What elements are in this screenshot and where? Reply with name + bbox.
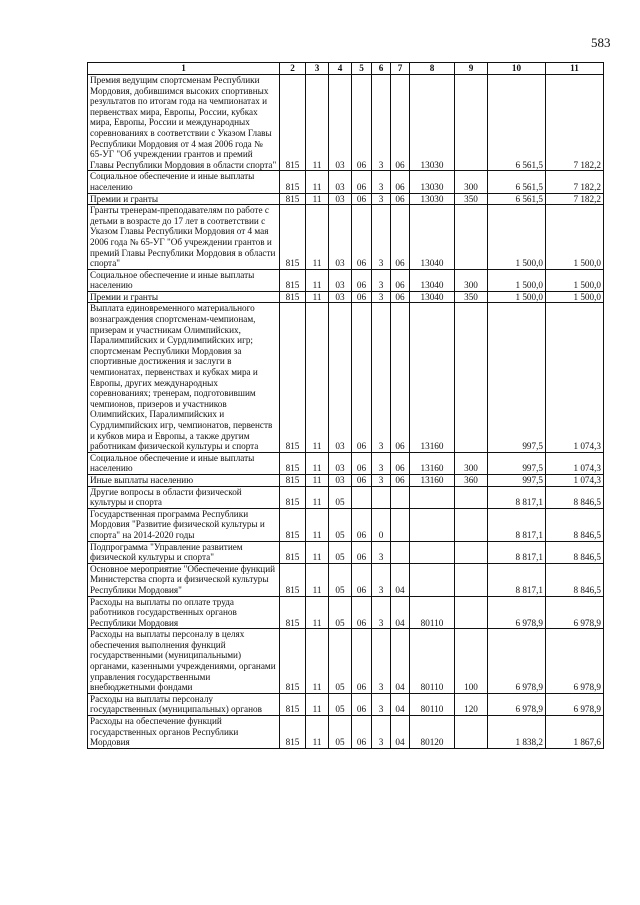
col-10-amount: 1 500,0 (488, 291, 546, 303)
col-3-code: 11 (306, 486, 329, 508)
col-6-code (372, 486, 391, 508)
col-8-code: 13160 (410, 303, 455, 452)
col-3-code: 11 (306, 193, 329, 205)
col-2-code: 815 (280, 563, 306, 596)
col-2-code: 815 (280, 171, 306, 193)
col-10-amount: 8 817,1 (488, 563, 546, 596)
table-row (88, 303, 604, 452)
col-2-code: 815 (280, 629, 306, 694)
col-2-code: 815 (280, 474, 306, 486)
col-2-code: 815 (280, 486, 306, 508)
table-row (88, 193, 604, 205)
col-4-code: 05 (329, 629, 352, 694)
col-9-code: 350 (455, 291, 488, 303)
col-8-code (410, 541, 455, 563)
col-6-code: 3 (372, 303, 391, 452)
col-3-code: 11 (306, 171, 329, 193)
col-8-code: 80110 (410, 596, 455, 629)
col-3-code: 11 (306, 563, 329, 596)
col-11-amount: 1 867,6 (546, 716, 604, 749)
col-9-code (455, 205, 488, 270)
col-4-code: 05 (329, 508, 352, 541)
col-3-code: 11 (306, 596, 329, 629)
col-10-amount: 6 561,5 (488, 75, 546, 171)
header-cell: 11 (546, 63, 604, 75)
col-8-code: 13160 (410, 474, 455, 486)
col-7-code: 04 (391, 596, 410, 629)
row-name: Премии и гранты (88, 291, 280, 303)
col-9-code: 350 (455, 193, 488, 205)
col-4-code: 03 (329, 291, 352, 303)
col-4-code: 03 (329, 452, 352, 474)
col-4-code: 03 (329, 269, 352, 291)
row-name: Иные выплаты населению (88, 474, 280, 486)
col-11-amount: 6 978,9 (546, 693, 604, 715)
col-6-code: 3 (372, 596, 391, 629)
col-3-code: 11 (306, 474, 329, 486)
row-name: Премии и гранты (88, 193, 280, 205)
col-9-code (455, 486, 488, 508)
table-row (88, 474, 604, 486)
col-4-code: 03 (329, 171, 352, 193)
col-4-code: 05 (329, 541, 352, 563)
col-8-code: 13030 (410, 171, 455, 193)
col-6-code: 0 (372, 508, 391, 541)
col-4-code: 03 (329, 75, 352, 171)
col-2-code: 815 (280, 291, 306, 303)
col-3-code: 11 (306, 75, 329, 171)
col-9-code: 300 (455, 269, 488, 291)
col-5-code: 06 (352, 291, 372, 303)
col-5-code: 06 (352, 303, 372, 452)
col-4-code: 05 (329, 486, 352, 508)
col-8-code: 80110 (410, 693, 455, 715)
col-10-amount: 8 817,1 (488, 541, 546, 563)
col-10-amount: 997,5 (488, 303, 546, 452)
col-11-amount: 7 182,2 (546, 171, 604, 193)
col-7-code: 04 (391, 716, 410, 749)
header-cell: 6 (372, 63, 391, 75)
table-body (88, 75, 604, 749)
col-9-code: 120 (455, 693, 488, 715)
col-10-amount: 997,5 (488, 474, 546, 486)
col-11-amount: 8 846,5 (546, 508, 604, 541)
col-10-amount: 997,5 (488, 452, 546, 474)
col-3-code: 11 (306, 303, 329, 452)
col-4-code: 05 (329, 563, 352, 596)
col-5-code: 06 (352, 205, 372, 270)
table-row (88, 693, 604, 715)
table-row (88, 508, 604, 541)
table-row (88, 205, 604, 270)
col-9-code: 300 (455, 171, 488, 193)
col-9-code (455, 541, 488, 563)
header-cell: 9 (455, 63, 488, 75)
col-4-code: 05 (329, 596, 352, 629)
col-6-code: 3 (372, 629, 391, 694)
header-cell: 2 (280, 63, 306, 75)
col-8-code: 13030 (410, 193, 455, 205)
col-8-code: 13160 (410, 452, 455, 474)
col-4-code: 05 (329, 716, 352, 749)
col-3-code: 11 (306, 541, 329, 563)
col-3-code: 11 (306, 629, 329, 694)
col-3-code: 11 (306, 508, 329, 541)
col-10-amount: 8 817,1 (488, 508, 546, 541)
table-row (88, 716, 604, 749)
col-10-amount: 1 500,0 (488, 205, 546, 270)
col-8-code (410, 508, 455, 541)
col-11-amount: 1 074,3 (546, 303, 604, 452)
col-5-code: 06 (352, 629, 372, 694)
col-2-code: 815 (280, 693, 306, 715)
col-9-code: 300 (455, 452, 488, 474)
col-9-code: 100 (455, 629, 488, 694)
table-row (88, 541, 604, 563)
row-name: Другие вопросы в области физической культуры и спорта (88, 486, 280, 508)
row-name: Расходы на выплаты по оплате труда работников государственных органов Республики Мордовия (88, 596, 280, 629)
table-row (88, 629, 604, 694)
col-2-code: 815 (280, 303, 306, 452)
col-5-code: 06 (352, 693, 372, 715)
col-9-code (455, 75, 488, 171)
header-cell: 3 (306, 63, 329, 75)
col-6-code: 3 (372, 541, 391, 563)
col-8-code (410, 486, 455, 508)
row-name: Расходы на выплаты персоналу в целях обеспечения выполнения функций государственными (муниципальными) органами, казенными учреждениями, органами управления государственными внебюджетными фондами (88, 629, 280, 694)
col-2-code: 815 (280, 716, 306, 749)
col-5-code: 06 (352, 269, 372, 291)
row-name: Подпрограмма "Управление развитием физической культуры и спорта" (88, 541, 280, 563)
col-7-code: 04 (391, 629, 410, 694)
col-10-amount: 1 500,0 (488, 269, 546, 291)
table-row (88, 596, 604, 629)
col-6-code: 3 (372, 693, 391, 715)
row-name: Государственная программа Республики Мордовия "Развитие физической культуры и спорта" на 2014-2020 годы (88, 508, 280, 541)
col-7-code: 04 (391, 563, 410, 596)
col-2-code: 815 (280, 269, 306, 291)
col-3-code: 11 (306, 716, 329, 749)
col-6-code: 3 (372, 716, 391, 749)
table-row (88, 269, 604, 291)
col-8-code: 13040 (410, 291, 455, 303)
table-row (88, 171, 604, 193)
col-6-code: 3 (372, 563, 391, 596)
page-number: 583 (591, 35, 611, 50)
col-6-code: 3 (372, 171, 391, 193)
row-name: Расходы на обеспечение функций государственных органов Республики Мордовия (88, 716, 280, 749)
col-5-code: 06 (352, 563, 372, 596)
col-5-code: 06 (352, 452, 372, 474)
col-11-amount: 1 500,0 (546, 269, 604, 291)
col-8-code (410, 563, 455, 596)
col-4-code: 03 (329, 205, 352, 270)
col-7-code: 06 (391, 75, 410, 171)
col-9-code (455, 716, 488, 749)
col-9-code (455, 596, 488, 629)
col-7-code (391, 486, 410, 508)
header-cell: 5 (352, 63, 372, 75)
col-6-code: 3 (372, 291, 391, 303)
header-cell: 7 (391, 63, 410, 75)
col-4-code: 05 (329, 693, 352, 715)
col-7-code: 06 (391, 303, 410, 452)
col-7-code (391, 541, 410, 563)
col-11-amount: 8 846,5 (546, 541, 604, 563)
col-10-amount: 6 978,9 (488, 629, 546, 694)
budget-table (87, 62, 604, 749)
col-3-code: 11 (306, 452, 329, 474)
row-name: Премия ведущим спортсменам Республики Мордовия, добившимся высоких спортивных результатов по итогам года на чемпионатах и первенствах мира, Европы, России, кубках мира, Европы, России и международных соревнованиях в соответствии с Указом Главы Республики Мордовия от 4 мая 2006 года № 65-УГ "Об учреждении грантов и премий Главы Республики Мордовия в области спорта" (88, 75, 280, 171)
col-7-code: 06 (391, 205, 410, 270)
table-row (88, 452, 604, 474)
header-row (88, 63, 604, 75)
col-6-code: 3 (372, 269, 391, 291)
col-5-code (352, 486, 372, 508)
table-row (88, 563, 604, 596)
col-2-code: 815 (280, 508, 306, 541)
col-6-code: 3 (372, 474, 391, 486)
col-6-code: 3 (372, 205, 391, 270)
col-8-code: 80120 (410, 716, 455, 749)
row-name: Гранты тренерам-преподавателям по работе с детьми в возрасте до 17 лет в соответствии с Указом Главы Республики Мордовия от 4 мая 2006 года № 65-УГ "Об учреждении грантов и премий Главы Республики Мордовия в области спорта" (88, 205, 280, 270)
col-7-code (391, 508, 410, 541)
col-7-code: 06 (391, 452, 410, 474)
col-11-amount: 7 182,2 (546, 75, 604, 171)
col-3-code: 11 (306, 205, 329, 270)
col-5-code: 06 (352, 474, 372, 486)
col-4-code: 03 (329, 303, 352, 452)
col-8-code: 13040 (410, 269, 455, 291)
col-8-code: 13040 (410, 205, 455, 270)
col-5-code: 06 (352, 716, 372, 749)
col-11-amount: 1 500,0 (546, 205, 604, 270)
col-7-code: 06 (391, 193, 410, 205)
row-name: Социальное обеспечение и иные выплаты населению (88, 452, 280, 474)
col-7-code: 04 (391, 693, 410, 715)
col-5-code: 06 (352, 596, 372, 629)
row-name: Социальное обеспечение и иные выплаты населению (88, 269, 280, 291)
col-2-code: 815 (280, 596, 306, 629)
col-5-code: 06 (352, 75, 372, 171)
col-5-code: 06 (352, 508, 372, 541)
row-name: Выплата единовременного материального вознаграждения спортсменам-чемпионам, призерам и участникам Олимпийских, Паралимпийских и Сурдлимпийских игр; спортсменам Республики Мордовия за спортивные достижения и заслуги в чемпионатах, первенствах и кубках мира и Европы, других международных соревнованиях; тренерам, подготовившим чемпионов, призеров и участников Олимпийских, Паралимпийских и Сурдлимпийских игр, чемпионатов, первенств и кубков мира и Европы, а также другим работникам физической культуры и спорта (88, 303, 280, 452)
row-name: Расходы на выплаты персоналу государственных (муниципальных) органов (88, 693, 280, 715)
col-10-amount: 6 978,9 (488, 693, 546, 715)
col-2-code: 815 (280, 75, 306, 171)
col-11-amount: 6 978,9 (546, 596, 604, 629)
col-11-amount: 8 846,5 (546, 486, 604, 508)
header-cell: 8 (410, 63, 455, 75)
row-name: Основное мероприятие "Обеспечение функций Министерства спорта и физической культуры Республики Мордовия" (88, 563, 280, 596)
col-6-code: 3 (372, 452, 391, 474)
header-cell: 10 (488, 63, 546, 75)
col-5-code: 06 (352, 541, 372, 563)
col-5-code: 06 (352, 171, 372, 193)
col-11-amount: 8 846,5 (546, 563, 604, 596)
col-2-code: 815 (280, 193, 306, 205)
col-4-code: 03 (329, 193, 352, 205)
col-4-code: 03 (329, 474, 352, 486)
col-8-code: 13030 (410, 75, 455, 171)
col-5-code: 06 (352, 193, 372, 205)
col-9-code (455, 508, 488, 541)
col-2-code: 815 (280, 452, 306, 474)
header-cell: 4 (329, 63, 352, 75)
col-6-code: 3 (372, 193, 391, 205)
col-10-amount: 6 561,5 (488, 171, 546, 193)
col-11-amount: 1 074,3 (546, 474, 604, 486)
col-11-amount: 7 182,2 (546, 193, 604, 205)
table-row (88, 75, 604, 171)
col-6-code: 3 (372, 75, 391, 171)
table-row (88, 486, 604, 508)
col-9-code: 360 (455, 474, 488, 486)
col-2-code: 815 (280, 541, 306, 563)
col-9-code (455, 563, 488, 596)
col-7-code: 06 (391, 291, 410, 303)
col-11-amount: 1 074,3 (546, 452, 604, 474)
col-10-amount: 6 561,5 (488, 193, 546, 205)
col-7-code: 06 (391, 474, 410, 486)
col-11-amount: 6 978,9 (546, 629, 604, 694)
col-3-code: 11 (306, 291, 329, 303)
col-7-code: 06 (391, 171, 410, 193)
col-8-code: 80110 (410, 629, 455, 694)
col-9-code (455, 303, 488, 452)
table-row (88, 291, 604, 303)
col-10-amount: 1 838,2 (488, 716, 546, 749)
col-10-amount: 6 978,9 (488, 596, 546, 629)
col-7-code: 06 (391, 269, 410, 291)
col-3-code: 11 (306, 269, 329, 291)
row-name: Социальное обеспечение и иные выплаты населению (88, 171, 280, 193)
col-2-code: 815 (280, 205, 306, 270)
header-cell: 1 (88, 63, 280, 75)
col-3-code: 11 (306, 693, 329, 715)
col-11-amount: 1 500,0 (546, 291, 604, 303)
col-10-amount: 8 817,1 (488, 486, 546, 508)
